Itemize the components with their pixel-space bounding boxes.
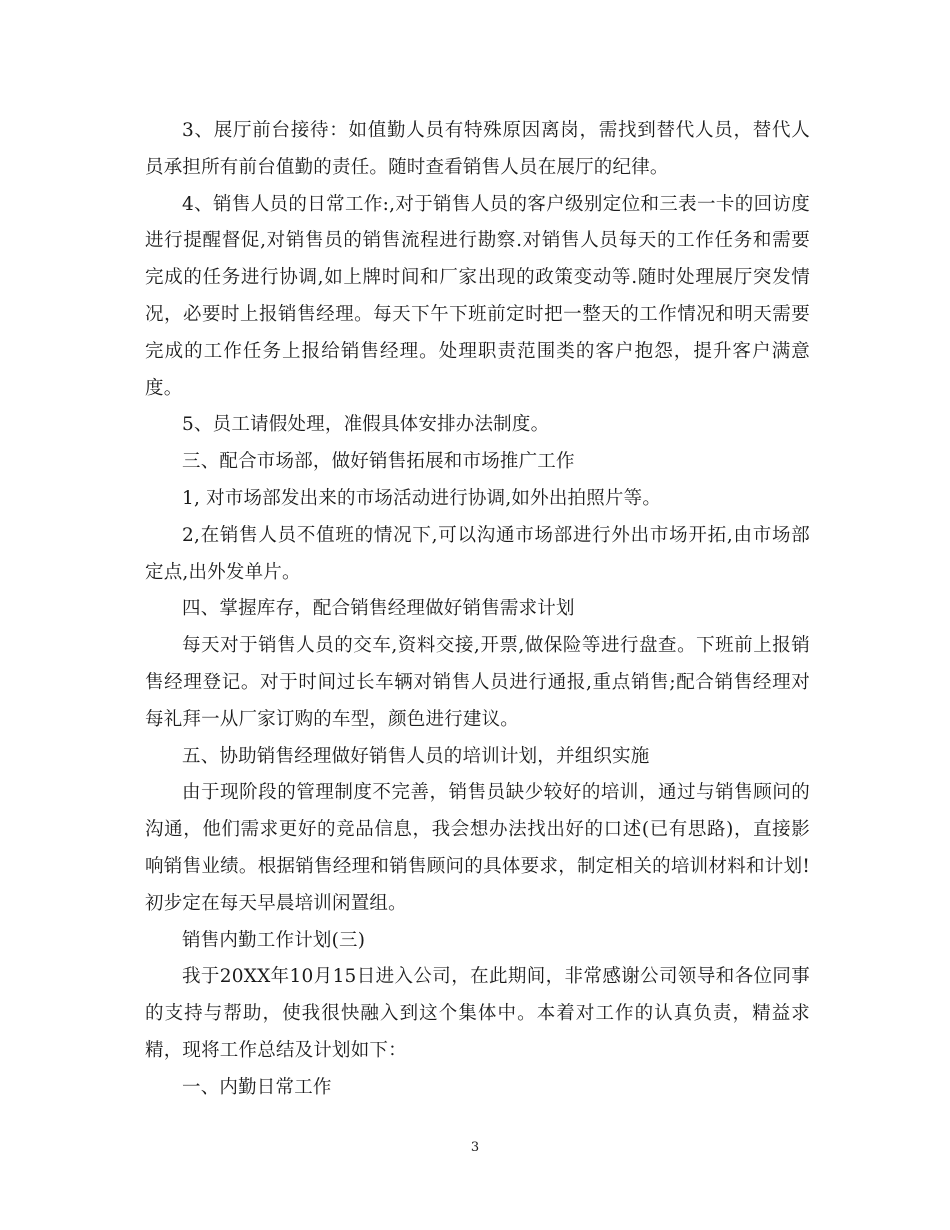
paragraph-introduction: 我于20XX年10月15日进入公司，在此期间，非常感谢公司领导和各位同事的支持与帮助，使我很快融入到这个集体中。本着对工作的认真负责，精益求精，现将工作总结及计划如下： xyxy=(145,966,810,1061)
section-heading-daily-work: 一、内勤日常工作 xyxy=(182,1076,332,1098)
section-heading-training: 五、协助销售经理做好销售人员的培训计划，并组织实施 xyxy=(182,745,650,767)
paragraph-training: 由于现阶段的管理制度不完善，销售员缺少较好的培训，通过与销售顾问的沟通，他们需求更好的竞品信息，我会想办法找出好的口述(已有思路)，直接影响销售业绩。根据销售经理和销售顾问的具体要求，制定相关的培训材料和计划!初步定在每天早晨培训闲置组。 xyxy=(145,782,810,914)
section-heading-inventory: 四、掌握库存，配合销售经理做好销售需求计划 xyxy=(182,598,575,620)
page-number: 3 xyxy=(470,1140,480,1155)
section-title-plan-three: 销售内勤工作计划(三) xyxy=(182,929,366,951)
paragraph-sales-daily-work: 4、销售人员的日常工作:,对于销售人员的客户级别定位和三表一卡的回访度进行提醒督促,对销售员的销售流程进行勘察.对销售人员每天的工作任务和需要完成的任务进行协调,如上牌时间和厂家出现的政策变动等.随时处理展厅突发情况，必要时上报销售经理。每天下午下班前定时把一整天的工作情况和明天需要完成的工作任务上报给销售经理。处理职责范围类的客户抱怨，提升客户满意度。 xyxy=(145,193,810,399)
paragraph-reception: 3、展厅前台接待：如值勤人员有特殊原因离岗，需找到替代人员，替代人员承担所有前台值勤的责任。随时查看销售人员在展厅的纪律。 xyxy=(145,120,810,178)
paragraph-marketing-item-2: 2,在销售人员不值班的情况下,可以沟通市场部进行外出市场开拓,由市场部定点,出外发单片。 xyxy=(145,524,810,583)
paragraph-marketing-item-1: 1, 对市场部发出来的市场活动进行协调,如外出拍照片等。 xyxy=(182,487,662,509)
section-heading-marketing: 三、配合市场部，做好销售拓展和市场推广工作 xyxy=(182,451,575,473)
paragraph-inventory: 每天对于销售人员的交车,资料交接,开票,做保险等进行盘查。下班前上报销售经理登记。对于时间过长车辆对销售人员进行通报,重点销售;配合销售经理对每礼拜一从厂家订购的车型，颜色进行建议。 xyxy=(145,635,810,730)
paragraph-leave-handling: 5、员工请假处理，准假具体安排办法制度。 xyxy=(182,414,550,436)
document-body xyxy=(145,113,810,1107)
